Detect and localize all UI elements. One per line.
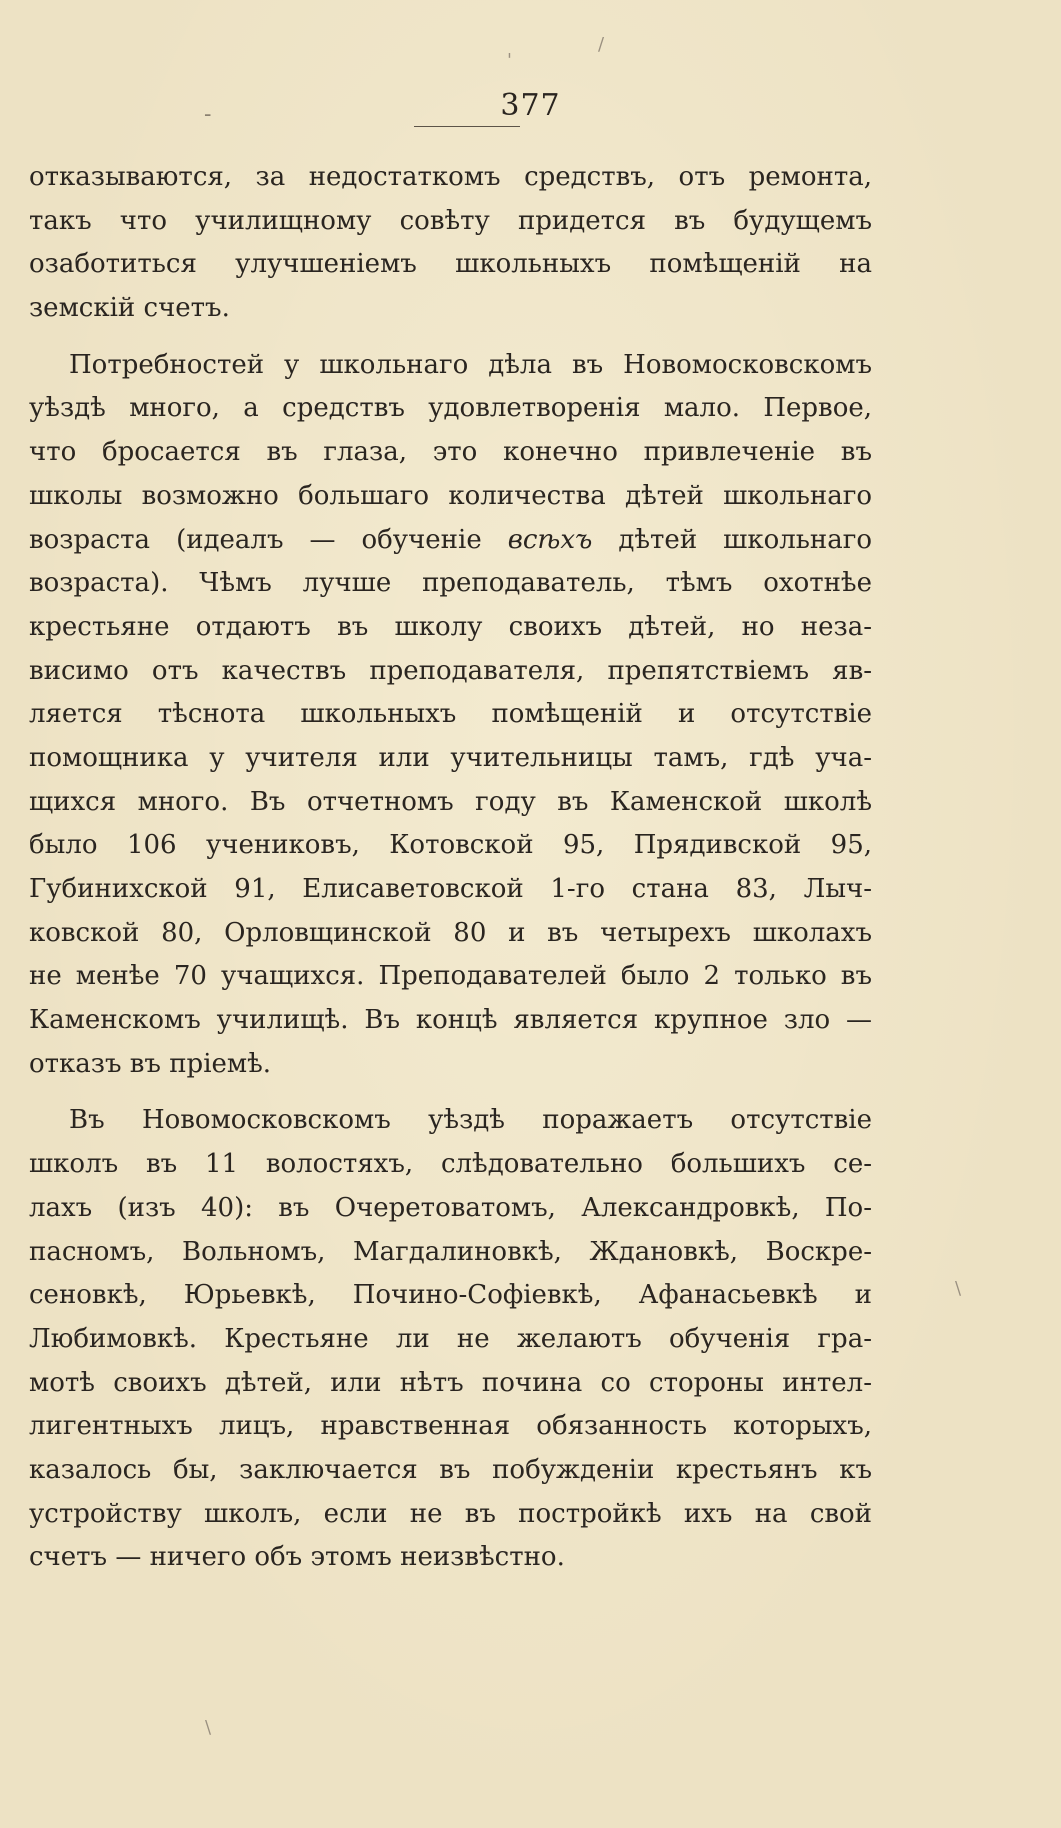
text-line: счетъ — ничего объ этомъ неизвѣстно.	[29, 1542, 565, 1573]
text-line: такъ что училищному совѣту придется въ будущемъ	[29, 205, 872, 236]
text-line: школъ въ 11 волостяхъ, слѣдовательно большихъ се-	[29, 1149, 872, 1180]
text-line: лигентныхъ лицъ, нравственная обязанность которыхъ,	[29, 1411, 872, 1442]
text-line: ляется тѣснота школьныхъ помѣщеній и отсутствіе	[29, 699, 872, 730]
text-line: висимо отъ качествъ преподавателя, препятствіемъ яв-	[29, 655, 872, 686]
text-line: Губинихской 91, Елисаветовской 1-го стана 83, Лыч-	[29, 874, 872, 904]
text-line: отказъ въ пріемѣ.	[29, 1048, 272, 1079]
text-line: что бросается въ глаза, это конечно привлеченіе въ	[29, 437, 872, 468]
header-dash: -	[204, 102, 212, 127]
text-line: возраста). Чѣмъ лучше преподаватель, тѣмъ охотнѣе	[29, 568, 872, 599]
body-text	[29, 156, 872, 1580]
paper-mark: '	[507, 50, 512, 71]
paper-mark: \	[205, 1717, 212, 1738]
page-number: 377	[500, 88, 561, 123]
paragraph	[29, 1099, 872, 1580]
paper-mark: /	[598, 34, 605, 55]
page-header	[0, 86, 1061, 132]
text-line: ковской 80, Орловщинской 80 и въ четырехъ школахъ	[29, 917, 872, 948]
text-line: помощника у учителя или учительницы тамъ, гдѣ уча-	[29, 742, 872, 773]
text-line: школы возможно большаго количества дѣтей школьнаго	[29, 480, 872, 511]
text-line: щихся много. Въ отчетномъ году въ Каменской школѣ	[29, 786, 872, 817]
text-line: Потребностей у школьнаго дѣла въ Новомосковскомъ	[69, 349, 872, 380]
text-line: казалось бы, заключается въ побужденіи крестьянъ къ	[29, 1454, 872, 1485]
text-line: возраста (идеалъ — обученіе всѣхъ дѣтей школьнаго	[29, 524, 873, 555]
text-line: пасномъ, Вольномъ, Магдалиновкѣ, Ждановкѣ, Воскре-	[29, 1236, 872, 1267]
text-line: устройству школъ, если не въ постройкѣ ихъ на свой	[29, 1498, 872, 1529]
text-line: уѣздѣ много, а средствъ удовлетворенія мало. Первое,	[29, 393, 872, 424]
header-rule	[414, 126, 520, 127]
text-line: сеновкѣ, Юрьевкѣ, Почино-Софіевкѣ, Афанасьевкѣ и	[29, 1280, 872, 1311]
text-line: озаботиться улучшеніемъ школьныхъ помѣщеній на	[29, 249, 872, 280]
text-line: отказываются, за недостаткомъ средствъ, отъ ремонта,	[29, 162, 872, 192]
text-line: крестьяне отдаютъ въ школу своихъ дѣтей, но неза-	[29, 611, 872, 642]
text-line: Въ Новомосковскомъ уѣздѣ поражаетъ отсутствіе	[69, 1105, 872, 1136]
text-line: мотѣ своихъ дѣтей, или нѣтъ почина со стороны интел-	[29, 1367, 872, 1398]
paragraph	[29, 344, 872, 1087]
paper-mark: \	[955, 1278, 962, 1299]
text-line: не менѣе 70 учащихся. Преподавателей было 2 только въ	[29, 961, 872, 992]
text-line: земскій счетъ.	[29, 293, 230, 324]
text-line: лахъ (изъ 40): въ Очеретоватомъ, Александровкѣ, По-	[29, 1192, 872, 1223]
text-line: Каменскомъ училищѣ. Въ концѣ является крупное зло —	[29, 1005, 872, 1036]
text-line: было 106 учениковъ, Котовской 95, Прядивской 95,	[29, 830, 872, 861]
text-line: Любимовкѣ. Крестьяне ли не желаютъ обученія гра-	[29, 1323, 872, 1354]
paragraph	[29, 156, 872, 331]
